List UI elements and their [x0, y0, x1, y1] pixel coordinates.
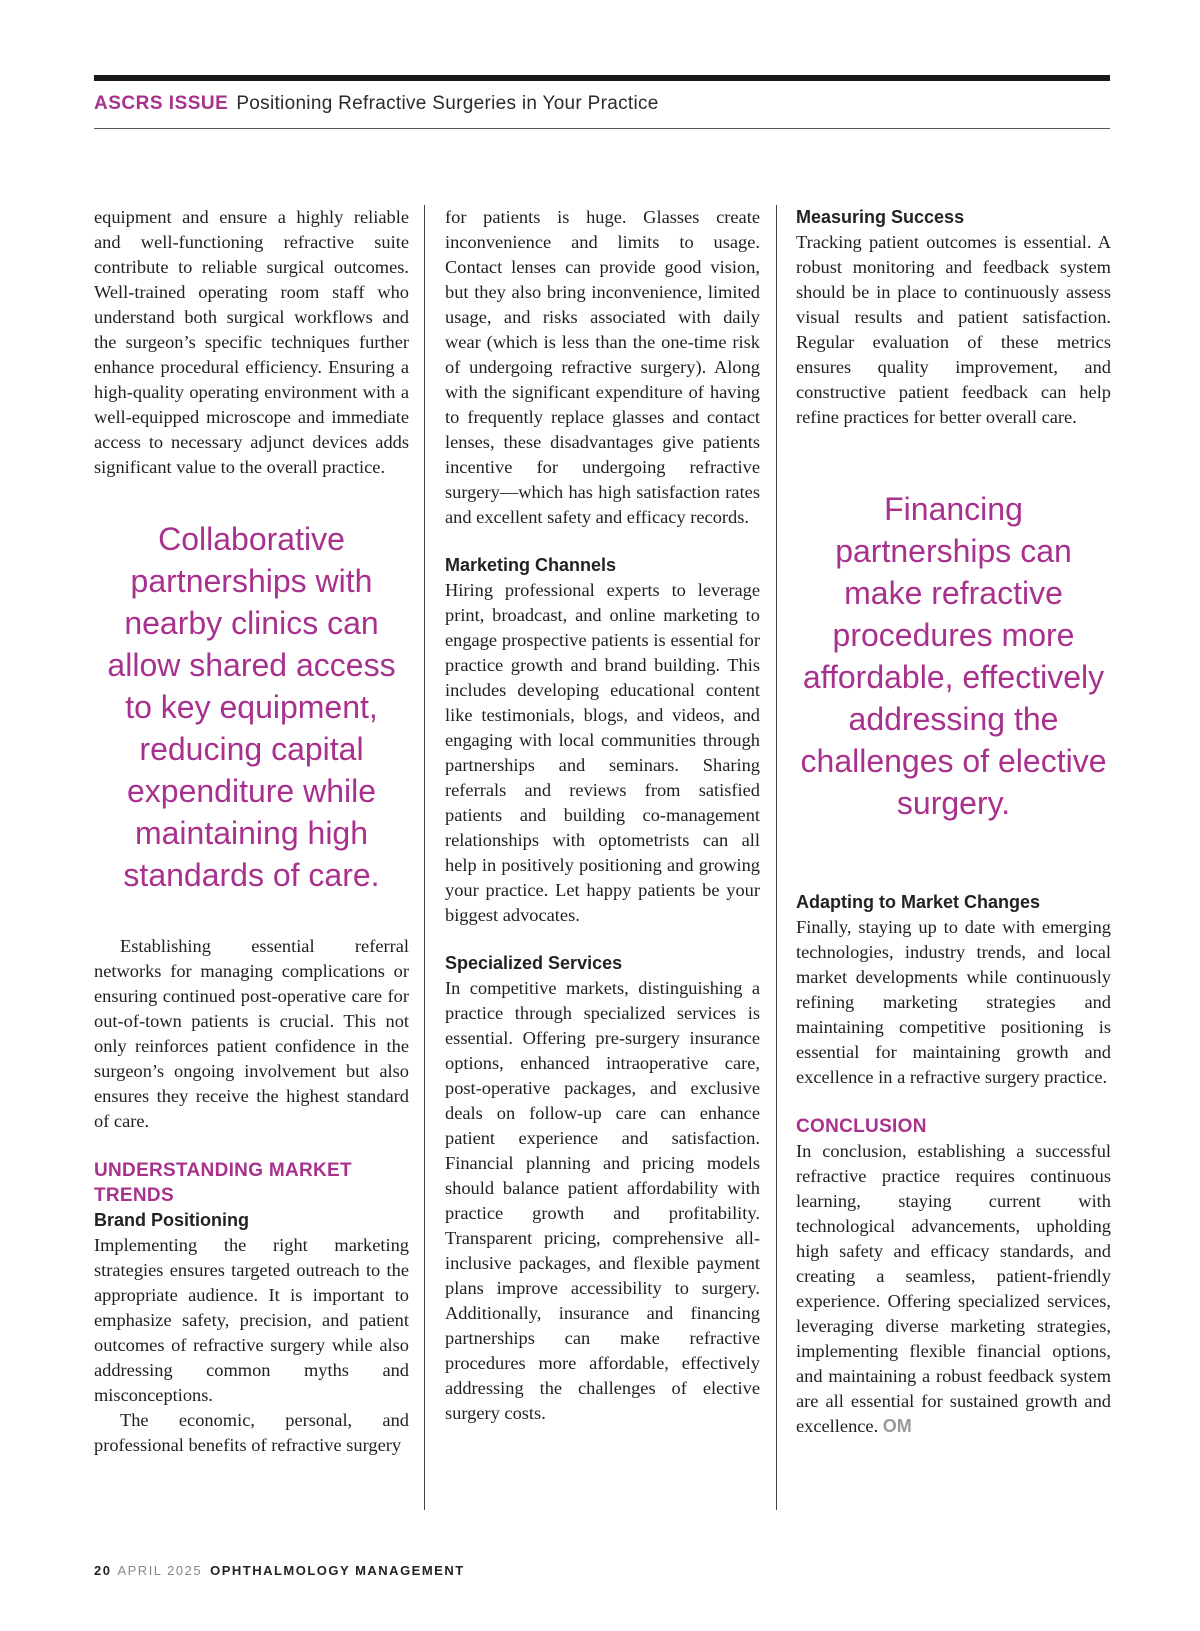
section-heading-market-trends: UNDERSTANDING MARKET TRENDS — [94, 1160, 352, 1206]
magazine-name: OPHTHALMOLOGY MANAGEMENT — [210, 1563, 465, 1578]
subheading-measuring-success: Measuring Success — [796, 207, 965, 227]
subheading-marketing-channels: Marketing Channels — [445, 555, 617, 575]
page-number: 20 — [94, 1563, 112, 1578]
page-footer — [94, 1563, 465, 1578]
subheading-adapting-market-changes: Adapting to Market Changes — [796, 892, 1041, 912]
col1-paragraph-4: The economic, personal, and professional benefits of refractive surgery — [94, 1410, 409, 1455]
header-bottom-rule — [94, 128, 1110, 129]
pull-quote-financing: Financing partnerships can make refractive procedures more affordable, effectively addressing the challenges of elective surgery. — [800, 491, 1107, 821]
header-title: Positioning Refractive Surgeries in Your Practice — [236, 93, 659, 114]
issue-date: APRIL 2025 — [117, 1563, 203, 1578]
col1-paragraph-1: equipment and ensure a highly reliable and well-functioning refractive suite contribute to reliable surgical outcomes. Well-trained operating room staff who understand both surgical workflows and the surgeon’s specific techniques further enhance procedural efficiency. Ensuring a high-quality operating environment with a well-equipped microscope and immediate access to necessary adjunct devices adds significant value to the overall practice. — [94, 207, 409, 477]
column-divider-2 — [776, 205, 777, 1510]
conclusion-text: In conclusion, establishing a successful refractive practice requires continuous learning, staying current with technological advancements, upholding high safety and efficacy standards, and creating a seamless, patient-friendly experience. Offering specialized services, leveraging diverse marketing strategies, implementing flexible financial options, and maintaining a robust feedback system are all essential for sustained growth and excellence. — [796, 1141, 1111, 1436]
column-divider-1 — [424, 205, 425, 1510]
col3-paragraph-3 — [796, 1139, 1111, 1439]
column-3 — [796, 205, 1111, 1439]
col2-paragraph-3: In competitive markets, distinguishing a practice through specialized services is essential. Offering pre-surgery insurance options, enhanced intraoperative care, post-operative packages, and exclusive deals on follow-up care can enhance patient experience and satisfaction. Financial planning and pricing models should balance patient affordability with practice growth and profitability. Transparent pricing, comprehensive all-inclusive packages, and flexible payment plans improve accessibility to surgery. Additionally, insurance and financing partnerships can make refractive procedures more affordable, effectively addressing the challenges of elective surgery costs. — [445, 978, 760, 1423]
column-1 — [94, 205, 409, 1458]
issue-label: ASCRS ISSUE — [94, 93, 229, 114]
header-top-rule — [94, 75, 1110, 81]
pull-quote-collaborative: Collaborative partnerships with nearby clinics can allow shared access to key equipment, reducing capital expenditure while maintaining high standards of care. — [107, 521, 396, 893]
subheading-specialized-services: Specialized Services — [445, 953, 623, 973]
column-2 — [445, 205, 760, 1426]
col3-paragraph-2: Finally, staying up to date with emerging technologies, industry trends, and local market developments while continuously refining marketing strategies and maintaining competitive positioning is essential for maintaining growth and excellence in a refractive surgery practice. — [796, 917, 1111, 1087]
running-header — [94, 92, 1110, 128]
col1-paragraph-2: Establishing essential referral networks for managing complications or ensuring continued post-operative care for out-of-town patients is crucial. This not only reinforces patient confidence in the surgeon’s ongoing involvement but also ensures they receive the highest standard of care. — [94, 936, 409, 1131]
col1-paragraph-3: Implementing the right marketing strategies ensures targeted outreach to the appropriate audience. It is important to emphasize safety, precision, and patient outcomes of refractive surgery while also addressing common myths and misconceptions. — [94, 1235, 409, 1405]
section-heading-conclusion: CONCLUSION — [796, 1116, 927, 1137]
end-mark-om: OM — [882, 1416, 912, 1436]
col2-paragraph-1: for patients is huge. Glasses create inconvenience and limits to usage. Contact lenses can provide good vision, but they also bring inconvenience, limited usage, and risks associated with daily wear (which is less than the one-time risk of undergoing refractive surgery). Along with the significant expenditure of having to frequently replace glasses and contact lenses, these disadvantages give patients incentive for undergoing refractive surgery—which has high satisfaction rates and excellent safety and efficacy records. — [445, 207, 760, 527]
col2-paragraph-2: Hiring professional experts to leverage print, broadcast, and online marketing to engage prospective patients is essential for practice growth and brand building. This includes developing educational content like testimonials, blogs, and videos, and engaging with local communities through partnerships and seminars. Sharing referrals and reviews from satisfied patients and building co-management relationships with optometrists can all help in positively positioning and growing your practice. Let happy patients be your biggest advocates. — [445, 580, 760, 925]
col3-paragraph-1: Tracking patient outcomes is essential. A robust monitoring and feedback system should be in place to continuously assess visual results and patient satisfaction. Regular evaluation of these metrics ensures quality improvement, and constructive patient feedback can help refine practices for better overall care. — [796, 232, 1111, 427]
subheading-brand-positioning: Brand Positioning — [94, 1210, 249, 1230]
